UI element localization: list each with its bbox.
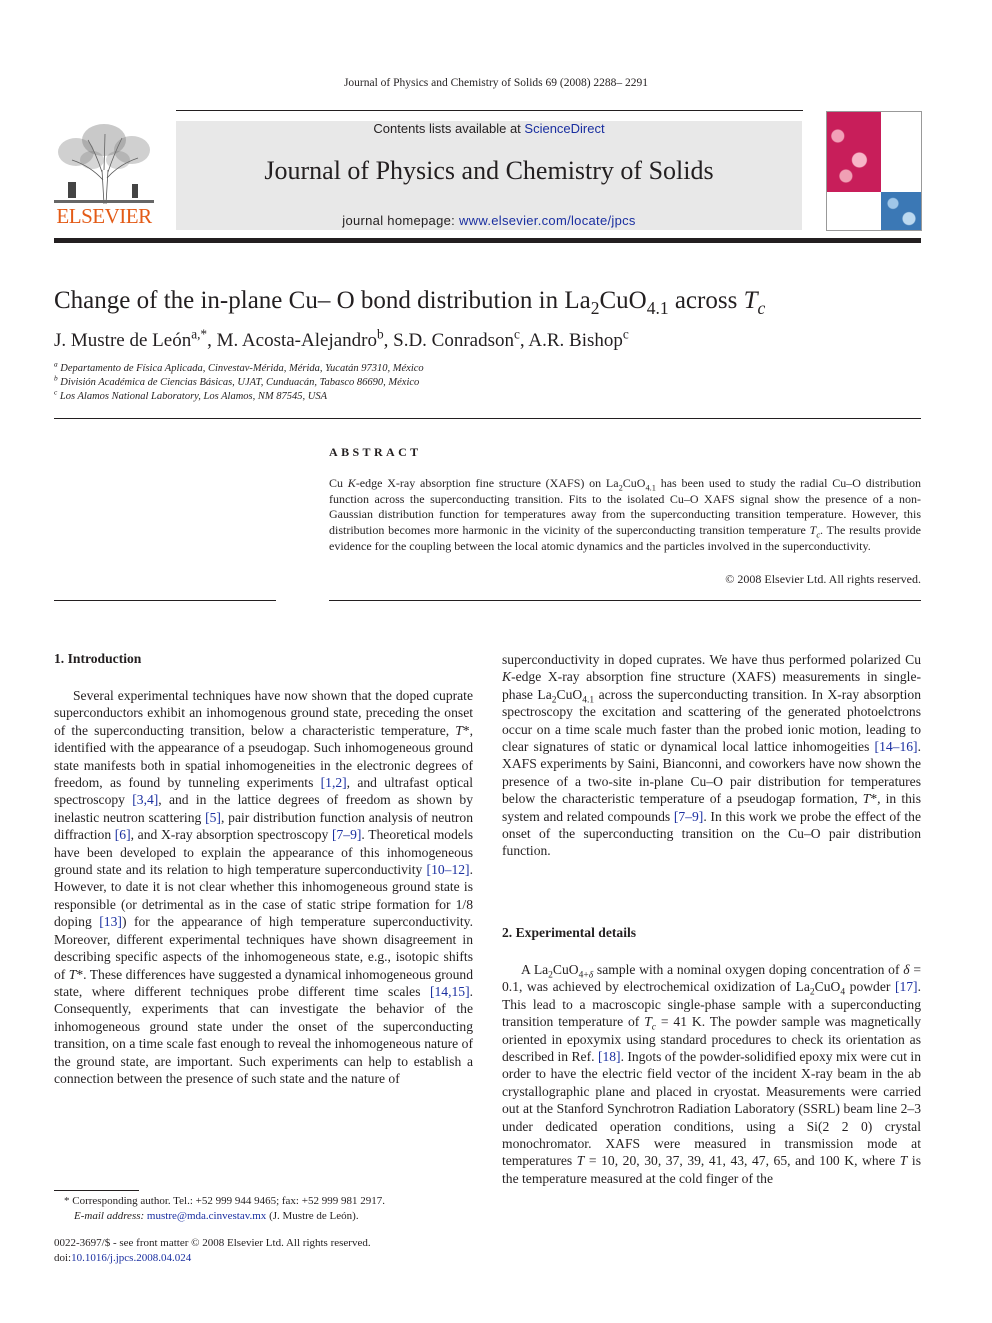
ref-5[interactable]: [5]: [205, 809, 221, 825]
left-info-rule: [54, 600, 276, 601]
ref-10-12[interactable]: [10–12]: [426, 862, 470, 878]
ref-17[interactable]: [17]: [894, 979, 918, 995]
ref-3-4[interactable]: [3,4]: [132, 792, 159, 808]
contents-line: [176, 121, 802, 136]
elsevier-wordmark: ELSEVIER: [56, 204, 152, 228]
ref-13[interactable]: [13]: [99, 914, 122, 930]
experimental-heading: 2. Experimental details: [502, 925, 637, 940]
abstract-body: Cu K-edge X-ray absorption fine structure (XAFS) on $La_2CuO_{4.1}$ has been used to study the radial Cu–O distribution function across the superconducting transition. Fits to the isolated Cu–O XAFS signal show the presence of a non-Gaussian distribution function for temperatures away from the superconducting transition temperature. However, this distribution becomes more harmonic in the vicinity of the superconducting transition temperature $T_c$. The results provide evidence for the coupling between the local atomic dynamics and the particles involved in the superconductivity.: [329, 476, 921, 553]
email-footnote: E-mail address: mustre@mda.cinvestav.mx (J. Mustre de León).: [74, 1210, 359, 1222]
homepage-prefix: journal homepage:: [342, 213, 459, 228]
journal-title: Journal of Physics and Chemistry of Solids: [264, 156, 714, 185]
affiliation-c: $^c$ Los Alamos National Laboratory, Los Alamos, NM 87545, USA: [54, 387, 327, 402]
author-4[interactable]: A.R. Bishop: [528, 330, 623, 351]
ref-1-2[interactable]: [1,2]: [320, 775, 347, 791]
homepage-line: [176, 213, 802, 228]
experimental-body: A $La_2CuO_{4+\delta}$ sample with a nominal oxygen doping concentration of δ = 0.1, was achieved by electrochemical oxidization of $La_2CuO_4$ powder [17]. This lead to a macroscopic single-phase sample with a superconducting transition temperature of $T_c = 41$ K. The powder sample was magnetically oriented in epoxymix using standard procedures to check its orientation as described in Ref. [18]. Ingots of the powder-solidified epoxy mix were cut in order to have the electric field vector of the incident X-ray beam in the ab crystallographic plane and placed in cryostat. Measurements were carried out at the Stanford Synchrotron Radiation Laboratory (SSRL) beam line 2–3 under dedicated operation conditions, using a Si(2 2 0) crystal monochromator. XAFS were measured in transmission mode at temperatures T = 10, 20, 30, 37, 39, 41, 43, 47, 65, and 100 K, where T is the temperature measured at the cold finger of the: [502, 962, 922, 1186]
affiliation-b: $^b$ División Académica de Ciencias Básicas, UJAT, Cunduacán, Tabasco 86690, México: [54, 373, 420, 388]
author-3[interactable]: S.D. Conradson: [393, 330, 515, 351]
header-top-rule: [176, 110, 803, 111]
affiliation-a: $^a$ Departamento de Física Aplicada, Cinvestav-Mérida, Mérida, Yucatán 97310, México: [54, 359, 424, 374]
paper-title: Change of the in-plane Cu– O bond distribution in $La_2CuO_{4.1}$ across $T_c$: [54, 287, 766, 318]
ref-7-9-b[interactable]: [7–9]: [673, 808, 704, 824]
journal-citation: Journal of Physics and Chemistry of Solids 69 (2008) 2288– 2291: [343, 77, 649, 89]
author-1[interactable]: J. Mustre de León: [54, 330, 192, 351]
ref-14-16[interactable]: [14–16]: [874, 739, 918, 755]
abstract-copyright: © 2008 Elsevier Ltd. All rights reserved.: [725, 572, 921, 586]
ref-6[interactable]: [6]: [114, 827, 131, 843]
author-2[interactable]: M. Acosta-Alejandro: [216, 330, 377, 351]
author-list: J. Mustre de León$^{a,*}$, M. Acosta-Alejandro$^b$, S.D. Conradson$^c$, A.R. Bishop$^c$: [54, 326, 629, 351]
corresponding-author-footnote: * Corresponding author. Tel.: +52 999 944 9465; fax: +52 999 981 2917.: [64, 1195, 385, 1207]
email-link[interactable]: mustre@mda.cinvestav.mx: [146, 1210, 267, 1222]
doi-link[interactable]: 10.1016/j.jpcs.2008.04.024: [71, 1252, 192, 1264]
contents-prefix: Contents lists available at: [373, 121, 525, 136]
ref-14-15[interactable]: [14,15]: [429, 983, 470, 999]
cover-top-image: [827, 112, 881, 192]
abstract-bottom-rule: [329, 600, 921, 601]
front-matter: 0022-3697/$ - see front matter © 2008 Elsevier Ltd. All rights reserved.: [54, 1237, 371, 1249]
intro-heading: 1. Introduction: [54, 651, 142, 666]
abstract-heading: ABSTRACT: [329, 445, 422, 459]
homepage-link[interactable]: www.elsevier.com/locate/jpcs: [458, 213, 636, 228]
sciencedirect-link[interactable]: ScienceDirect: [524, 121, 605, 136]
ref-18[interactable]: [18]: [597, 1049, 621, 1065]
elsevier-tree-logo: [54, 120, 154, 206]
footnote-rule: [54, 1190, 139, 1191]
journal-cover-thumbnail[interactable]: [826, 111, 922, 231]
ref-7-9[interactable]: [7–9]: [331, 827, 362, 843]
cover-bottom-image: [881, 192, 921, 230]
intro-continued: superconductivity in doped cuprates. We have thus performed polarized Cu K-edge X-ray absorption fine structure (XAFS) measurements in single-phase $La_2CuO_{4.1}$ across the superconducting transition. In X-ray absorption spectroscopy the excitation and scattering of the generated photoelctrons occur on a time scale much faster than the probed ionic motion, leading to clear signatures of static or dynamical local lattice inhomogeities [14–16]. XAFS experiments by Saini, Bianconni, and coworkers have now shown the presence of a two-site in-plane Cu–O pair distribution for temperatures below the characteristic temperature of a pseudogap formation, T*, in this system and related compounds [7–9]. In this work we probe the effect of the onset of the superconducting transition on the Cu–O pair distribution function.: [502, 652, 922, 859]
header-thick-rule: [54, 238, 921, 243]
doi-line: doi:10.1016/j.jpcs.2008.04.024: [54, 1252, 192, 1264]
affiliation-rule: [54, 418, 921, 419]
intro-body: Several experimental techniques have now shown that the doped cuprate superconductors exhibit an inhomogenous ground state, preceding the onset of the superconducting transition, below a characteristic temperature, T*, identified with the appearance of a pseudogap. Such inhomogeneous ground state manifests both in spatial inhomogeneities in the electronic degrees of freedom, as found by tunneling experiments [1,2], and ultrafast optical spectroscopy [3,4], and in the lattice degrees of freedom as shown by inelastic neutron scattering [5], pair distribution function analysis of neutron diffraction [6], and X-ray absorption spectroscopy [7–9]. Theoretical models have been developed to explain the appearance of this inhomogeneous ground state and its relation to high temperature superconductivity [10–12]. However, to date it is not clear whether this inhomogeneous ground state is responsible (or detrimental as in the case of static stripe formation for 1/8 doping [13]) for the appearance of high temperature superconductivity. Moreover, different experimental techniques have shown disagreement in describing specific aspects of the inhomogeneous state, e.g., isotopic shifts of T*. These differences have suggested a dynamical inhomogeneous ground state, where different techniques probe different time scales [14,15]. Consequently, experiments that can investigate the behavior of the inhomogeneous ground state under the onset of the superconducting transition, on a time scale fast enough to reveal the inhomogeneous nature of the ground state, are important. Such experiments can help to establish a connection between the presence of such state and the nature of: [54, 688, 474, 1086]
